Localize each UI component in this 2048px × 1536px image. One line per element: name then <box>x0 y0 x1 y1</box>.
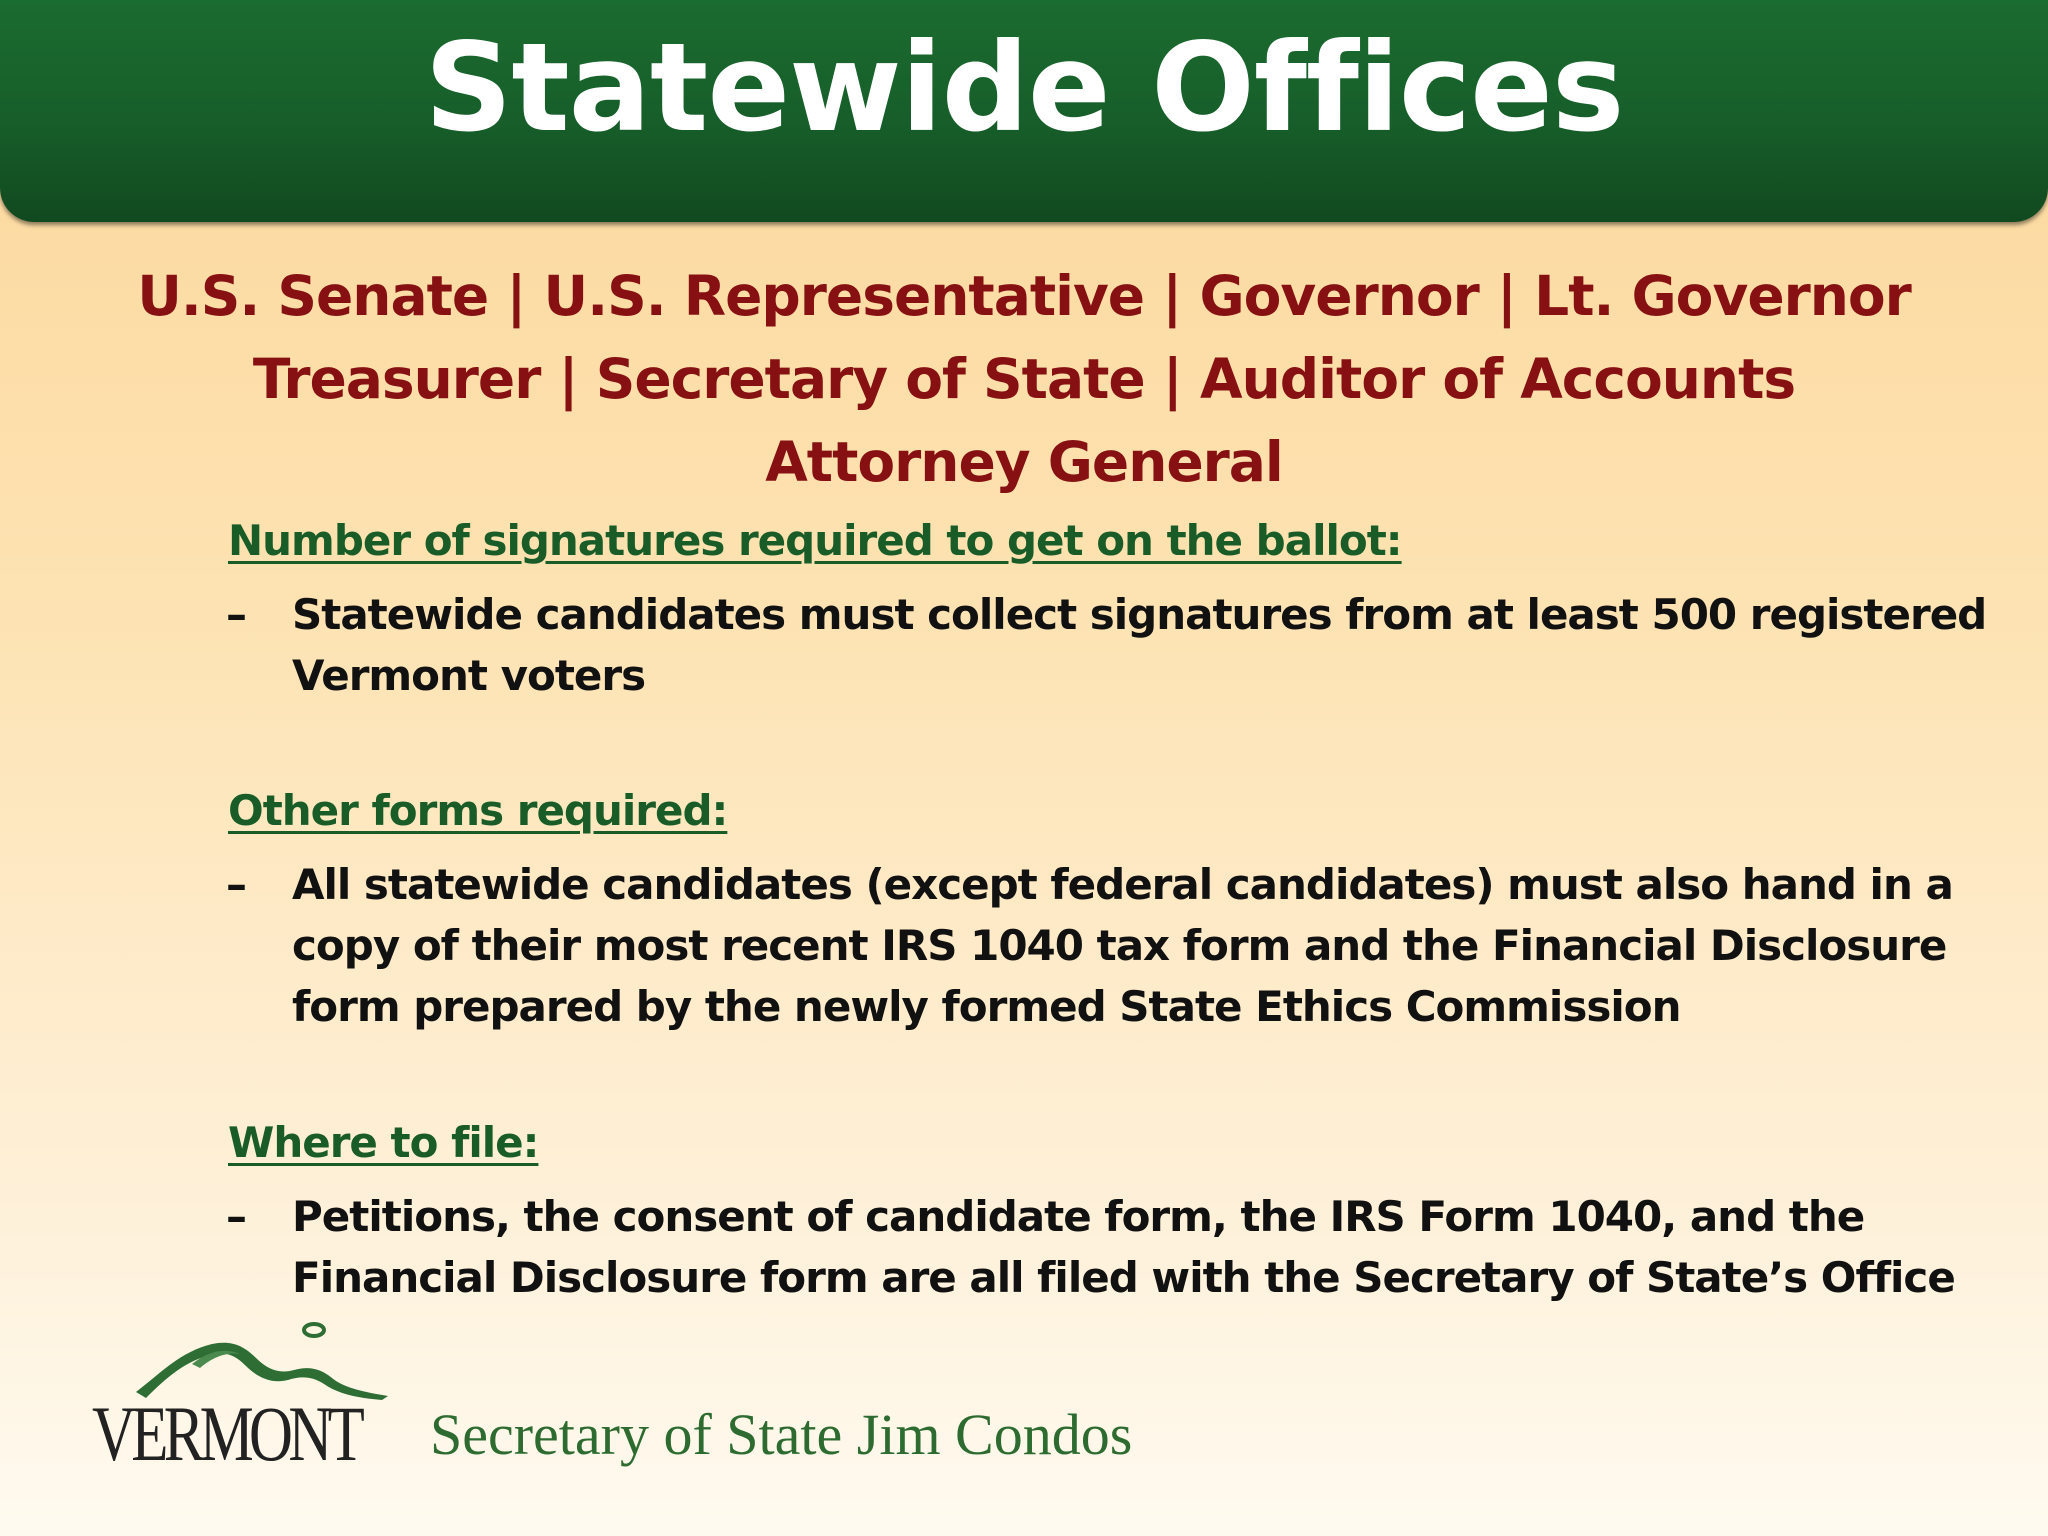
title-banner <box>0 0 2048 222</box>
signatures-heading: Number of signatures required to get on the ballot: <box>228 516 1402 565</box>
offices-line-3: Attorney General <box>765 430 1283 494</box>
vermont-logo <box>92 1322 402 1477</box>
text-line: All statewide candidates (except federal candidates) must also hand in a <box>292 860 1953 909</box>
text-line: form prepared by the newly formed State Ethics Commission <box>292 982 1681 1031</box>
page-title: Statewide Offices <box>424 17 1624 159</box>
other-forms-text <box>292 854 1953 1037</box>
logo-wordmark: VERMONT <box>92 1390 361 1477</box>
bullet-dash: – <box>226 590 247 639</box>
offices-line-1: U.S. Senate | U.S. Representative | Governor | Lt. Governor <box>137 264 1911 328</box>
where-to-file-heading: Where to file: <box>228 1118 539 1167</box>
bullet-dash: – <box>226 1192 247 1241</box>
text-line: Vermont voters <box>292 651 646 700</box>
offices-line-2: Treasurer | Secretary of State | Auditor of Accounts <box>252 347 1796 411</box>
text-line: Financial Disclosure form are all filed with the Secretary of State’s Office <box>292 1253 1955 1302</box>
text-line: Petitions, the consent of candidate form, the IRS Form 1040, and the <box>292 1192 1865 1241</box>
text-line: Statewide candidates must collect signatures from at least 500 registered <box>292 590 1987 639</box>
bullet-dash: – <box>226 860 247 909</box>
footer-secretary: Secretary of State Jim Condos <box>430 1402 1133 1467</box>
signatures-text <box>292 584 1987 706</box>
other-forms-heading: Other forms required: <box>228 786 728 835</box>
where-to-file-text <box>292 1186 1955 1308</box>
offices-list <box>0 255 2048 504</box>
text-line: copy of their most recent IRS 1040 tax form and the Financial Disclosure <box>292 921 1947 970</box>
